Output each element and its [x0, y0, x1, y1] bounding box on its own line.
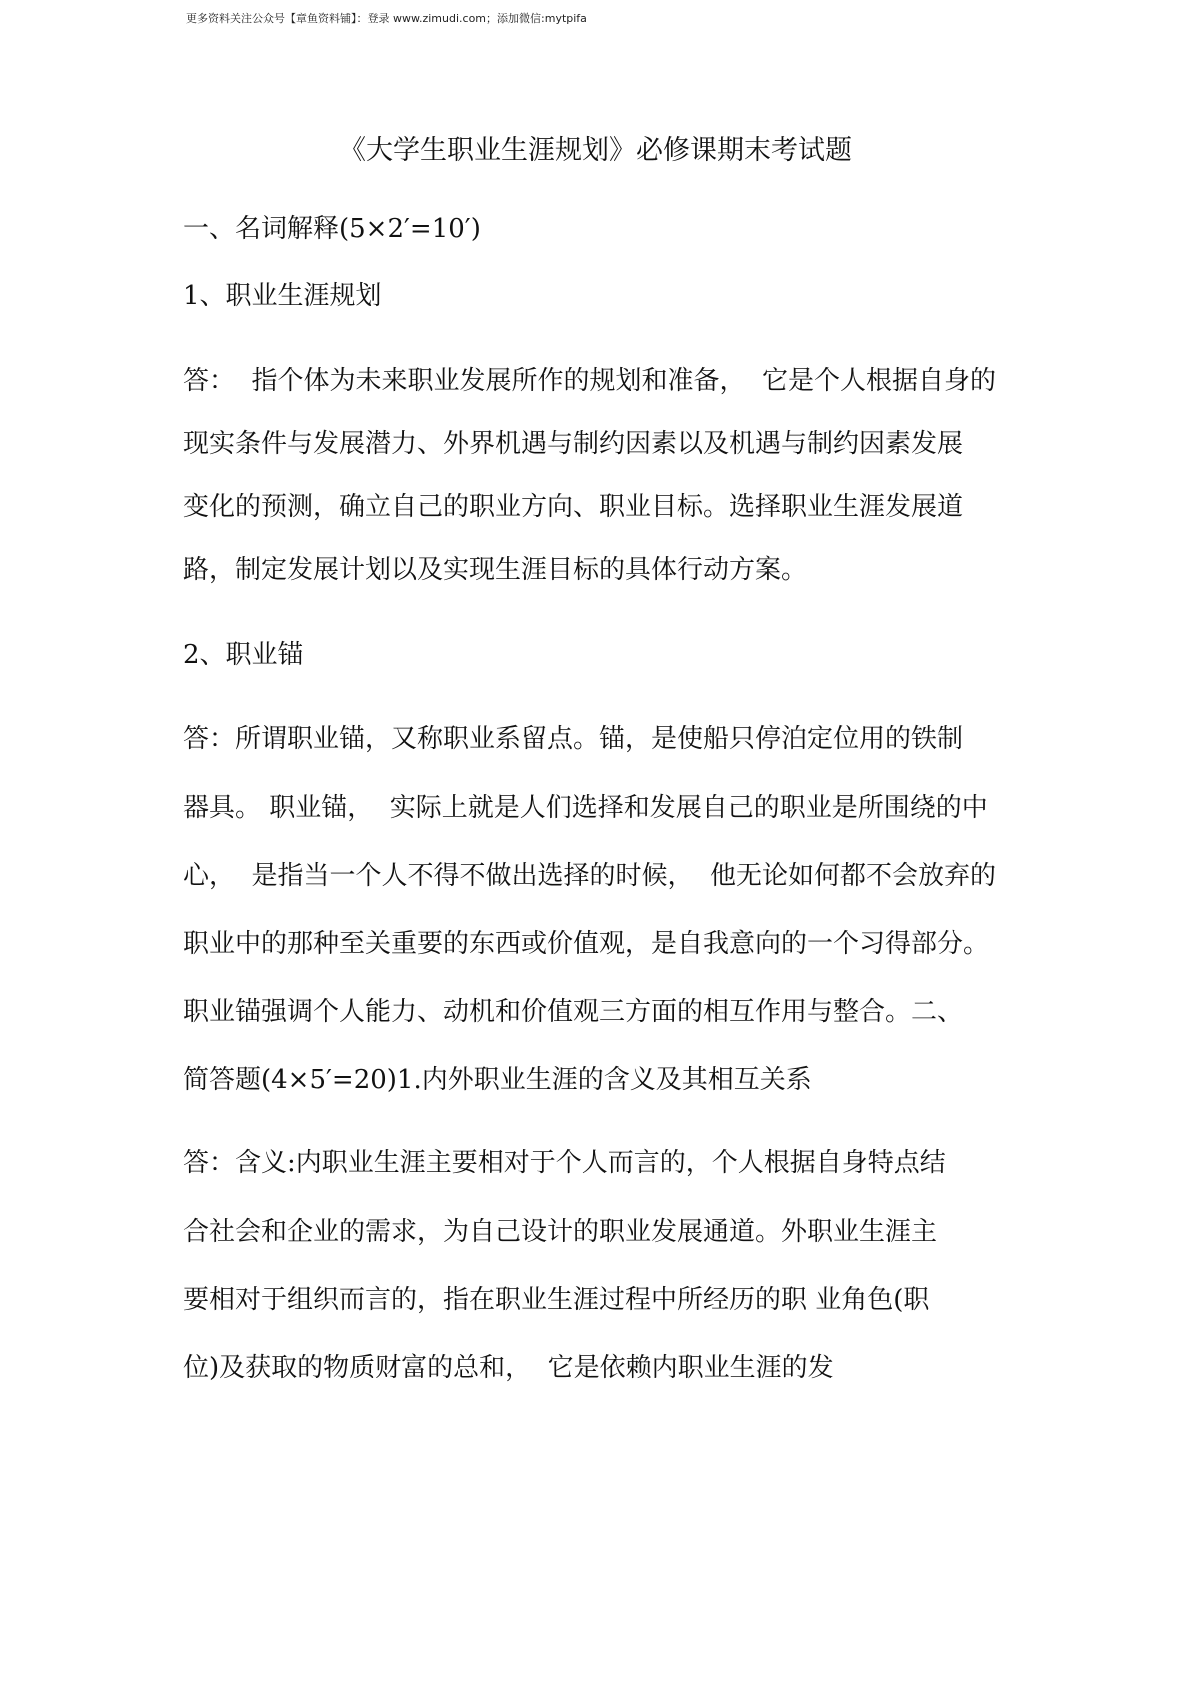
section-heading-short-answer: 简答题(4×5′=20)1.内外职业生涯的含义及其相互关系	[183, 1065, 812, 1095]
answer-line: 合社会和企业的需求，为自己设计的职业发展通道。外职业生涯主	[183, 1217, 938, 1247]
answer-line: 器具。 职业锚， 实际上就是人们选择和发展自己的职业是所围绕的中	[183, 793, 988, 823]
answer-line: 现实条件与发展潜力、外界机遇与制约因素以及机遇与制约因素发展	[183, 429, 964, 459]
question-heading: 1、职业生涯规划	[183, 281, 382, 311]
document-title: 《大学生职业生涯规划》必修课期末考试题	[339, 135, 852, 166]
answer-line: 职业锚强调个人能力、动机和价值观三方面的相互作用与整合。二、	[183, 997, 964, 1027]
answer-line: 变化的预测，确立自己的职业方向、职业目标。选择职业生涯发展道	[183, 492, 964, 522]
answer-line: 要相对于组织而言的，指在职业生涯过程中所经历的职 业角色(职	[183, 1285, 930, 1315]
header-note: 更多资料关注公众号【章鱼资料铺】：登录 www.zimudi.com；添加微信:mytpifa	[186, 12, 587, 25]
answer-line: 答： 指个体为未来职业发展所作的规划和准备， 它是个人根据自身的	[183, 366, 997, 396]
answer-line: 答：所谓职业锚，又称职业系留点。锚，是使船只停泊定位用的铁制	[183, 724, 964, 754]
answer-line: 答：含义:内职业生涯主要相对于个人而言的，个人根据自身特点结	[183, 1148, 946, 1178]
section-heading-terms: 一、名词解释(5×2′=10′)	[183, 214, 481, 244]
answer-line: 路，制定发展计划以及实现生涯目标的具体行动方案。	[183, 555, 808, 585]
answer-line: 心， 是指当一个人不得不做出选择的时候， 他无论如何都不会放弃的	[183, 861, 997, 891]
question-heading: 2、职业锚	[183, 640, 304, 670]
answer-line: 位)及获取的物质财富的总和， 它是依赖内职业生涯的发	[183, 1353, 834, 1383]
answer-line: 职业中的那种至关重要的东西或价值观，是自我意向的一个习得部分。	[183, 929, 990, 959]
